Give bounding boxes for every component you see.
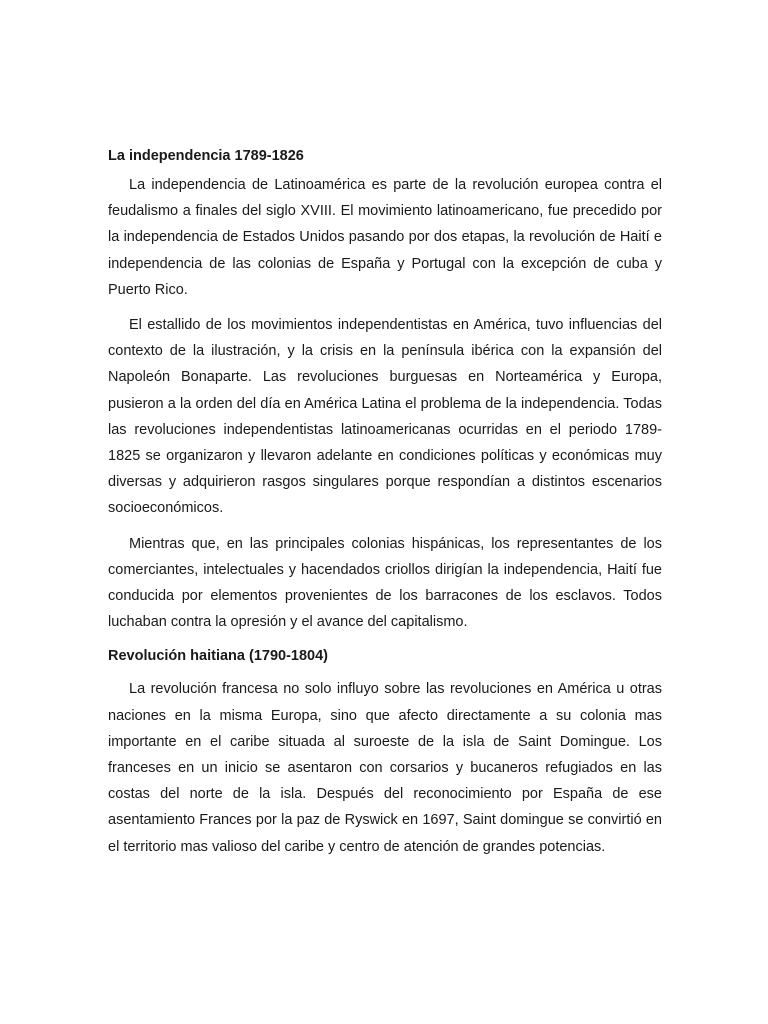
- paragraph: La independencia de Latinoamérica es parte de la revolución europea contra el feudalismo a finales del siglo XVIII. El movimiento latinoamericano, fue precedido por la independencia de Estados Unidos pasando por dos etapas, la revolución de Haití e independencia de las colonias de España y Portugal con la excepción de cuba y Puerto Rico.: [108, 177, 662, 298]
- paragraph: El estallido de los movimientos independentistas en América, tuvo influencias del contexto de la ilustración, y la crisis en la península ibérica con la expansión del Napoleón Bonaparte. Las revoluciones burguesas en Norteamérica y Europa, pusieron a la orden del día en América Latina el problema de la independencia. Todas las revoluciones independentistas latinoamericanas ocurridas en el periodo 1789-1825 se organizaron y llevaron adelante en condiciones políticas y económicas muy diversas y adquirieron rasgos singulares porque respondían a distintos escenarios socioeconómicos.: [108, 317, 662, 517]
- paragraph: La revolución francesa no solo influyo sobre las revoluciones en América u otras naciones en la misma Europa, sino que afecto directamente a su colonia mas importante en el caribe situada al suroeste de la isla de Saint Domingue. Los franceses en un inicio se asentaron con corsarios y bucaneros refugiados en las costas del norte de la isla. Después del reconocimiento por España de ese asentamiento Frances por la paz de Ryswick en 1697, Saint domingue se convirtió en el territorio mas valioso del caribe y centro de atención de grandes potencias.: [108, 681, 662, 855]
- paragraph: Mientras que, en las principales colonias hispánicas, los representantes de los comerciantes, intelectuales y hacendados criollos dirigían la independencia, Haití fue conducida por elementos provenientes de los barracones de los esclavos. Todos luchaban contra la opresión y el avance del capitalismo.: [108, 535, 662, 631]
- section-heading-revolucion-haitiana: Revolución haitiana (1790-1804): [108, 648, 328, 665]
- section-heading-independencia: La independencia 1789-1826: [108, 148, 304, 164]
- document-body: [108, 145, 662, 860]
